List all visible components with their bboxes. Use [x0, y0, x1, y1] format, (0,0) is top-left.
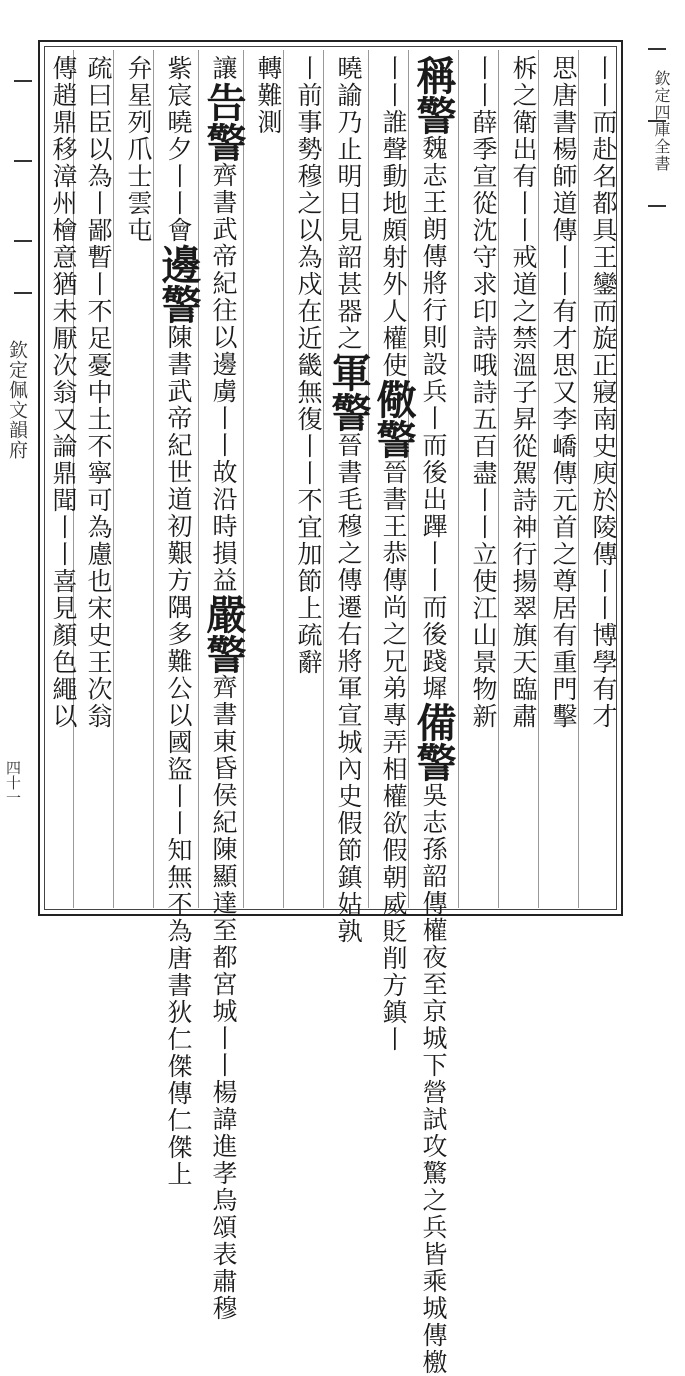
column-text: 穆之以為戍在近畿無復丨丨不宜加節上疏辭: [294, 163, 323, 676]
column-text: 齊書東昏侯紀陳顯達至都宮城丨丨楊諱進孝烏頌表肅穆: [209, 674, 238, 1322]
text-column-4: [465, 55, 501, 915]
column-text: 傳趙鼎移漳州檜意猶未厭次翁又論鼎聞丨丨喜見顏色繩以: [49, 55, 78, 730]
column-text: 曉諭乃止明日見韶甚器之: [334, 55, 363, 352]
text-column-14: [45, 55, 81, 915]
column-text: 轉難測: [254, 55, 283, 136]
heading-term: 備警: [410, 702, 456, 782]
column-text: 丨丨薛季宣從沈守求印詩哦詩五百盡丨丨立使江山景物新: [469, 55, 498, 730]
column-text: 紫宸曉夕丨丨會: [164, 55, 193, 244]
column-rule: [243, 50, 244, 908]
text-column-2: [545, 55, 581, 915]
column-text: 疏曰臣以為丨鄙暫丨不足憂中土不寧可為慮也宋史王次翁: [84, 55, 113, 730]
column-text: 陳書武帝紀世道初艱方隅多難公以國盜丨丨知無不為唐書狄仁傑傳仁傑上: [164, 324, 193, 1188]
column-text: 魏志王朗傳將行則設兵丨而後出蹕丨丨而後踐墀: [419, 135, 448, 702]
edge-mark: [14, 292, 32, 294]
column-text: 齊書武帝紀往以邊虜丨丨故沿時損益: [209, 162, 238, 594]
text-column-1: [585, 55, 621, 915]
column-text: 晉書毛穆之傳遷右將軍宣城內史假節鎮姑孰: [334, 432, 363, 945]
left-margin: [0, 40, 38, 916]
edge-mark: [14, 80, 32, 82]
text-column-5: [410, 55, 456, 1376]
text-column-12: [120, 55, 156, 915]
text-column-11: [155, 55, 201, 1188]
column-text: 丨丨誰聲動地頗射外人權使: [379, 55, 408, 379]
edge-mark: [648, 205, 666, 207]
text-column-3: [505, 55, 541, 915]
column-text: 丨丨而赴名都具王鑾而旋正寢南史庾於陵傳丨丨博學有才: [589, 55, 618, 730]
edge-mark: [648, 48, 666, 50]
heading-term: 告警: [200, 82, 246, 162]
column-text: 弁星列爪士雲屯: [124, 55, 153, 244]
heading-term: 邊警: [155, 244, 201, 324]
text-column-8: [290, 55, 326, 915]
page-number: 四十一: [4, 760, 22, 805]
heading-term: 軍警: [325, 352, 371, 432]
column-text: 丨前事勢: [294, 55, 323, 163]
edge-mark: [14, 240, 32, 242]
column-text: 柝之衛出有丨丨戒道之禁溫子昇從駕詩神行揚翠旗天臨肅: [509, 55, 538, 730]
text-column-6: [370, 55, 416, 1053]
text-column-7: [325, 55, 371, 945]
right-margin: [640, 30, 685, 920]
text-column-10: [200, 55, 246, 1322]
heading-term: 儆警: [370, 379, 416, 459]
column-text: 思唐書楊師道傳丨丨有才思又李嶠傳元首之尊居有重門擊: [549, 55, 578, 730]
heading-term: 嚴警: [200, 594, 246, 674]
text-column-9: [250, 55, 286, 915]
column-text: 吳志孫韶傳權夜至京城下營試攻驚之兵皆乘城傳檄: [419, 782, 448, 1376]
edge-mark: [14, 160, 32, 162]
column-rule: [368, 50, 369, 908]
column-text: 晉書王恭傳尚之兄弟專弄相權欲假朝威貶削方鎮丨: [379, 459, 408, 1053]
column-text: 讓: [209, 55, 238, 82]
volume-title: 欽定佩文韻府: [6, 340, 28, 460]
heading-term: 稱警: [410, 55, 456, 135]
column-rule: [198, 50, 199, 908]
edge-text: 欽定四庫全書: [652, 70, 671, 172]
text-column-13: [80, 55, 116, 915]
column-rule: [458, 50, 459, 908]
